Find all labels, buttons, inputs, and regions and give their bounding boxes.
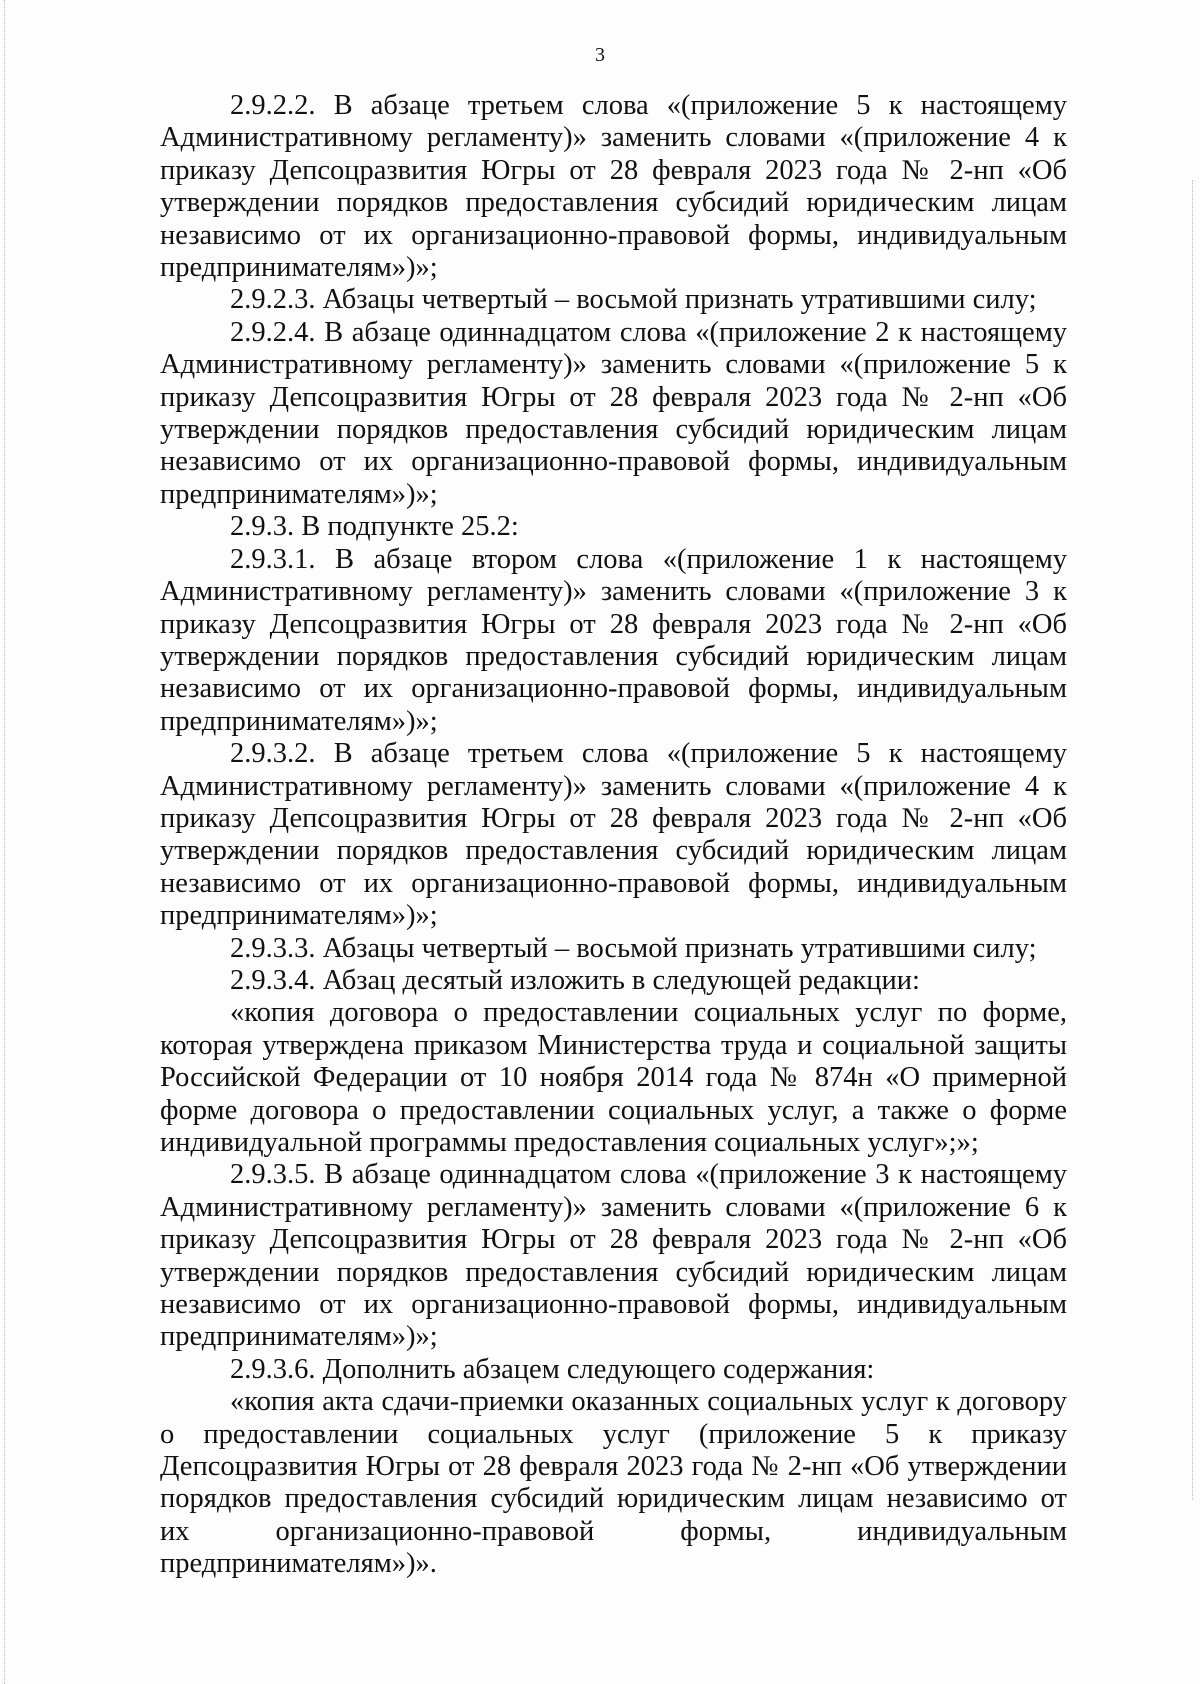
paragraph-contract-copy: «копия договора о предоставлении социальных услуг по форме, которая утверждена приказом Министерства труда и социальной защиты Российской Федерации от 10 ноября 2014 года № 874н «О примерной форме договора о предоставлении социальных услуг, а также о форме индивидуальной программы предоставления социальных услуг»;»; xyxy=(160,997,1067,1158)
paragraph-2-9-2-4: 2.9.2.4. В абзаце одиннадцатом слова «(приложение 2 к настоящему Административному регламенту)» заменить словами «(приложение 5 к приказу Депсоцразвития Югры от 28 февраля 2023 года № 2-нп «Об утверждении порядков предоставления субсидий юридическим лицам независимо от их организационно-правовой формы, индивидуальным предпринимателям»)»; xyxy=(160,316,1067,510)
paragraph-2-9-3-1: 2.9.3.1. В абзаце втором слова «(приложение 1 к настоящему Административному регламенту)» заменить словами «(приложение 3 к приказу Депсоцразвития Югры от 28 февраля 2023 года № 2-нп «Об утверждении порядков предоставления субсидий юридическим лицам независимо от их организационно-правовой формы, индивидуальным предпринимателям»)»; xyxy=(160,543,1067,737)
paragraph-2-9-3-6: 2.9.3.6. Дополнить абзацем следующего содержания: xyxy=(230,1353,875,1385)
paragraph-acceptance-act-copy: «копия акта сдачи-приемки оказанных социальных услуг к договору о предоставлении социальных услуг (приложение 5 к приказу Депсоцразвития Югры от 28 февраля 2023 года № 2-нп «Об утверждении порядков предоставления субсидий юридическим лицам независимо от их организационно-правовой формы, индивидуальным предпринимателям»)». xyxy=(160,1386,1067,1580)
paragraph-2-9-3-3: 2.9.3.3. Абзацы четвертый – восьмой признать утратившими силу; xyxy=(230,932,1037,964)
paragraph-2-9-3-4: 2.9.3.4. Абзац десятый изложить в следующей редакции: xyxy=(230,964,920,996)
scan-edge-right xyxy=(1192,180,1195,1500)
scan-edge-left xyxy=(4,0,7,1684)
document-body xyxy=(160,90,1067,1581)
paragraph-2-9-3-2: 2.9.3.2. В абзаце третьем слова «(приложение 5 к настоящему Административному регламенту)» заменить словами «(приложение 4 к приказу Депсоцразвития Югры от 28 февраля 2023 года № 2-нп «Об утверждении порядков предоставления субсидий юридическим лицам независимо от их организационно-правовой формы, индивидуальным предпринимателям»)»; xyxy=(160,738,1067,932)
paragraph-2-9-3-5: 2.9.3.5. В абзаце одиннадцатом слова «(приложение 3 к настоящему Административному регламенту)» заменить словами «(приложение 6 к приказу Депсоцразвития Югры от 28 февраля 2023 года № 2-нп «Об утверждении порядков предоставления субсидий юридическим лицам независимо от их организационно-правовой формы, индивидуальным предпринимателям»)»; xyxy=(160,1159,1067,1353)
paragraph-2-9-2-3: 2.9.2.3. Абзацы четвертый – восьмой признать утратившими силу; xyxy=(230,284,1037,316)
paragraph-2-9-2-2: 2.9.2.2. В абзаце третьем слова «(приложение 5 к настоящему Административному регламенту)» заменить словами «(приложение 4 к приказу Депсоцразвития Югры от 28 февраля 2023 года № 2-нп «Об утверждении порядков предоставления субсидий юридическим лицам независимо от их организационно-правовой формы, индивидуальным предпринимателям»)»; xyxy=(160,90,1067,284)
page-number: 3 xyxy=(595,44,605,66)
paragraph-2-9-3: 2.9.3. В подпункте 25.2: xyxy=(230,511,519,543)
